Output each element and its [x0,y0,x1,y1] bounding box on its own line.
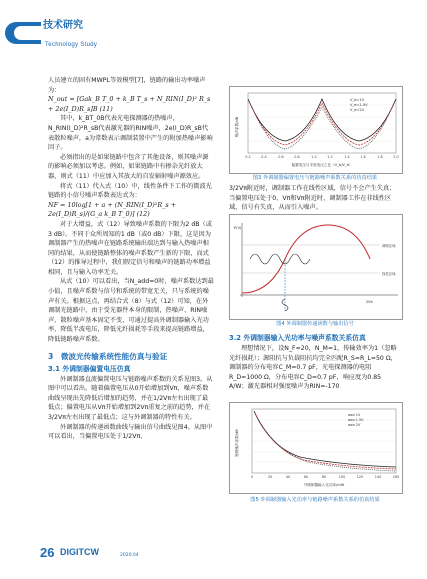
figure-4-diagram [229,214,403,320]
y-axis-label: 噪声系数/dB [235,116,239,138]
curve-vpi-2v [252,107,392,149]
subsection-heading: 3.2 外调制器输入光功率与噪声系数关系仿真 [229,334,366,342]
figure-5-chart [229,402,403,494]
transfer-function-curve [242,225,370,293]
section-heading: 3 微波光传输系统性能仿真与验证 [48,351,168,361]
svg-text:线性区域: 线性区域 [382,272,396,276]
output-signal [250,254,310,264]
paragraph: 必须指出的是如果链路中包含了其他设备，则其噪声源的影响必须加以考虑。例如，如果链路中有掺杂光纤放大器，则式（11）中应加入其放大的自发辐射噪声源效应。 [48,153,209,180]
x-axis-label: 偏置电压与半波电压之比（V_b/V_π） [291,163,353,167]
svg-text:0.8: 0.8 [294,155,300,159]
equation-11: N_out = [Gak_B T_0 + k_B T_s + N_RIN(I_D)² R_s + 2e(I_D)R_s]B (11) [48,95,211,113]
curve-1v [254,411,396,467]
footer-brand: DIGITCW [60,547,99,557]
svg-text:80: 80 [321,475,327,479]
svg-text:20: 20 [267,475,273,479]
paragraph: 外调制器的传递函数曲线与输出信号曲线见图4。从图中可以看出，当偏置电压处于1/2Vπ、 [48,423,213,441]
svg-text:ααα 1V: ααα 1V [348,413,361,417]
right-column-block [229,332,401,392]
curve-vpi-1v [248,99,396,141]
paragraph: 3/2Vπ附近时，调制器工作在线性区域，信号不会产生失真；当偏置电压处于0、Vπ和Vπ附近时，调制器工作在非线性区域，信号有失真，从而引入噪声。 [229,185,396,212]
paragraph: 人员建立的固有MWPL等效模型[7]，链路的输出功率噪声为： [48,77,206,94]
figure-3-caption: 图3 外调制器偏置电压与链路噪声系数关系的仿真结果 [252,175,378,181]
svg-text:0.6: 0.6 [278,155,284,159]
figure-5-caption: 图5 外调制器输入光功率与链路噪声系数关系的仿真结果 [250,497,380,503]
svg-text:0.2: 0.2 [245,155,251,159]
page-header [0,0,427,56]
x-axis-label: 外调制器输入光功率/mW [303,483,345,487]
equation-12: NF = 10log[1 + a + (N_RIN(I_D)²R_s + 2e(I_D)R_s)/(G_a k_B T_0)] (12) [48,200,177,219]
curve-1-5v [256,415,396,469]
paragraph: 对于大增益，式（12）导致噪声系数的下限为2 dB（或3 dB）。不同于众所周知的1 dB（或0 dB）下限，这是因为调制器产生的热噪声在链路系统输出端达到与输入热噪声相同的结果，从而使链路整体的噪声系数产生新的下限，而式（12）的推导过程中，我们假定信号和噪声的链路功率增益相同，且与输入功率无关。 [48,220,212,276]
svg-text:120: 120 [356,475,364,479]
svg-text:160: 160 [392,475,400,479]
svg-text:0.4: 0.4 [261,155,267,159]
journal-logo [5,18,205,46]
figure-4-caption: 图4 外调制器传递函数与输出信号 [276,321,354,327]
input-signal [282,299,288,311]
paragraph: 外调制器直流偏置电压与链路噪声系数的关系见图3。从图中可以看出，随着偏置电压从0开始增加到Vπ，噪声系数曲线呈现出先降低后增加的趋势，并在1/2Vπ左右出现了最低点；偏置电压从Vπ开始增加到2Vπ重复之前的趋势，并在3/2Vπ左右出现了最低点；这与外调制器的特性有关。 [48,375,213,421]
svg-text:1.0: 1.0 [311,155,317,159]
svg-text:调制区域: 调制区域 [382,244,396,248]
svg-text:140: 140 [374,475,382,479]
svg-text:40: 40 [285,475,291,479]
paragraph: 将式（11）代入式（10）中，线性条件下工作的微波光链路的小信号噪声系数表达式为： [48,182,212,200]
paragraph: 其中，k_BT_0B代表光电探测器的热噪声，N_RIN(I_D)²R_sB代表激光器的RIN噪声，2e(I_D)R_sB代表散粒噪声，a为常数表示调制装置中产生的附加热噪声影响因子。 [48,115,213,152]
svg-text:1.6: 1.6 [360,155,366,159]
svg-text:1.4: 1.4 [344,155,350,159]
subsection-heading: 3.1 外调制器偏置电压仿真 [48,364,131,373]
section-title-en: Technology Study [45,42,98,48]
logo-d-mark [5,22,41,44]
legend-item: V_π=1.5V [350,103,368,107]
legend-item: V_π=1V [350,98,365,102]
y-axis-label: 链路噪声系数/dB [235,429,239,457]
right-column [229,184,401,213]
svg-text:ααα 1.5V: ααα 1.5V [348,418,364,422]
paragraph: 理想情况下，设N_F=20，N_M=1，传输效率为1（忽略光纤损耗）；源阻抗与负载阻抗均完全匹配R_S=R_L=50 Ω，调制器的分布电容C_M=0.7 pF，光电探测器的电阻R_D=1000 Ω，分布电容C_D=0.7 pF，响应度为0.85 A/W；激光器相对强度噪声为RIN=-170 [229,345,397,391]
page-number: 26 [40,545,55,560]
svg-text:60: 60 [303,475,309,479]
section-title-cn: 技术研究 [43,20,83,31]
svg-text:1.8: 1.8 [377,155,383,159]
svg-text:2.0: 2.0 [393,155,399,159]
issue-date: 2020.04 [120,553,139,558]
svg-text:0: 0 [250,475,254,479]
figure-3-chart [229,86,403,174]
svg-text:1.2: 1.2 [327,155,333,159]
svg-text:100: 100 [338,475,346,479]
paragraph: 从式（10）可以看出，当N_add=0时，噪声系数达到最小值，且噪声系数与信号和系统的带宽无关，只与系统的噪声有关。根据这点，再结合式（8）与式（12）可知，在外调制光链路中，由于受光器件本身的限制，热噪声、RIN噪声、散粒噪声基本固定不变，可通过提高外调制器输入光功率，降低半波电压，降低光纤损耗等手段来提高链路增益，降低链路噪声系数。 [48,278,214,344]
left-column [48,76,214,442]
svg-text:P(V): P(V) [234,226,242,230]
svg-text:2Vπ: 2Vπ [366,300,373,304]
curve-vpi-1-5v [250,103,394,145]
legend-item: V_π=2V [350,108,365,112]
svg-text:ααα 2V: ααα 2V [348,423,361,427]
